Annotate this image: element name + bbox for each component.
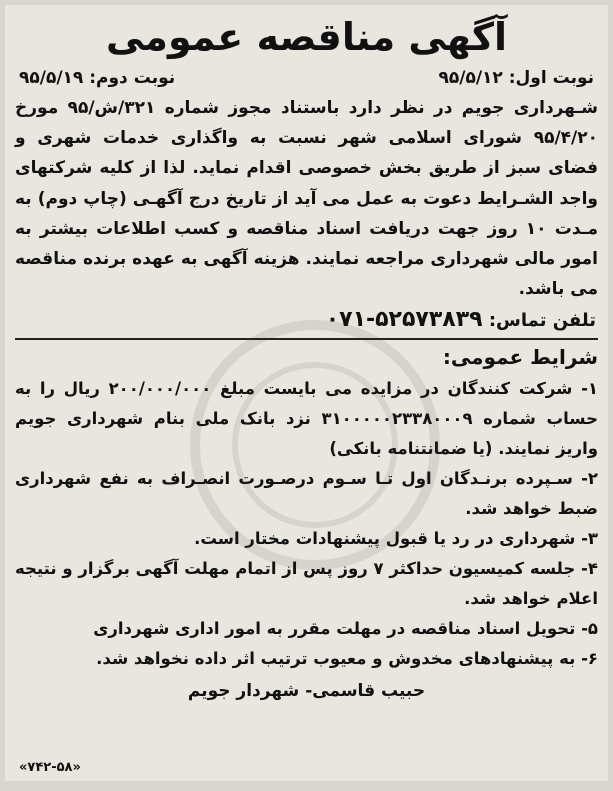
- condition-item: ۱- شرکت کنندگان در مزایده می بایست مبلغ ۲۰۰/۰۰۰/۰۰۰ ریال را به حساب شماره ۳۱۰۰۰۰۰۲۳۳۸۰۰۰۹ نزد بانک ملی بنام شهرداری جویم واریز نمایند. (یا ضمانتنامه بانکی): [15, 379, 598, 459]
- signature: حبیب قاسمی- شهردار جویم: [187, 681, 426, 702]
- condition-item: ۳- شهرداری در رد یا قبول پیشنهادات مختار است.: [194, 529, 598, 549]
- notice-body: شـهرداری جویم در نظر دارد باستناد مجوز شماره ۳۲۱/ش/۹۵ مورخ ۹۵/۴/۲۰ شورای اسلامی شهر نسبت به واگذاری خدمات شهری و فضای سبز از طریق بخش خصوصی اقدام نماید. لذا از کلیه شرکتهای واجد الشـرایط دعوت به عمل می آید از تاریخ درج آگهـی (چاپ دوم) به مـدت ۱۰ روز جهت دریافت اسناد مناقصه و کسب اطلاعات بیشتر به امور مالی شهرداری مراجعه نمایند. هزینه آگهی به عهده برنده مناقصه می باشد.: [15, 98, 598, 300]
- second-round-date: نوبت دوم: ۹۵/۵/۱۹: [19, 68, 176, 88]
- condition-item: ۴- جلسه کمیسیون حداکثر ۷ روز پس از اتمام مهلت آگهی برگزار و نتیجه اعلام خواهد شد.: [15, 559, 598, 609]
- publication-rounds: [15, 63, 598, 93]
- notice-title: آگهی مناقصه عمومی: [105, 15, 508, 59]
- first-round-date: نوبت اول: ۹۵/۵/۱۲: [438, 68, 594, 88]
- tender-notice: [5, 5, 608, 781]
- condition-item: ۲- سـپرده برنـدگان اول تـا سـوم درصـورت انصـراف به نفع شهرداری ضبط خواهد شد.: [15, 469, 598, 519]
- phone-number: ۰۷۱-۵۲۵۷۳۸۳۹: [325, 307, 483, 333]
- conditions-title: شرایط عمومی:: [442, 345, 598, 370]
- phone-label: تلفن تماس:: [488, 310, 596, 332]
- condition-item: ۶- به پیشنهادهای مخدوش و معیوب ترتیب اثر داده نخواهد شد.: [96, 649, 598, 669]
- condition-item: ۵- تحویل اسناد مناقصه در مهلت مقرر به امور اداری شهرداری: [93, 619, 598, 639]
- contact-phone: [15, 304, 598, 336]
- conditions-list: [15, 374, 598, 674]
- notice-code: «۷۴۲-۵۸»: [19, 760, 81, 775]
